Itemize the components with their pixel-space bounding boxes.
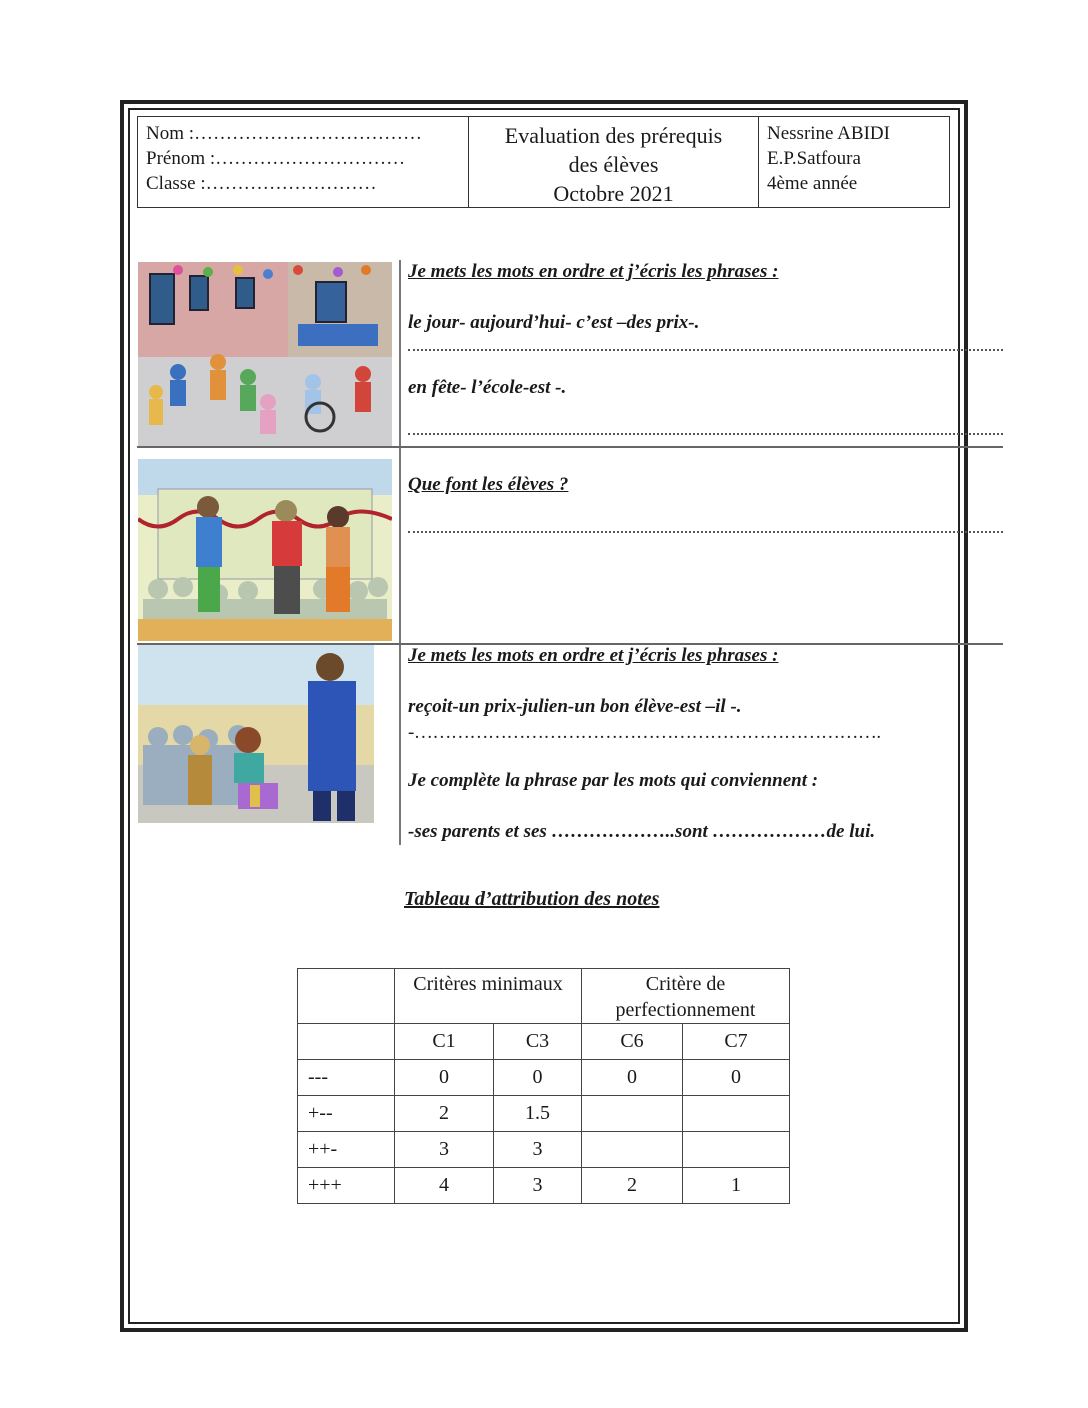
table-cell: 3 <box>494 1168 582 1204</box>
row-label: --- <box>298 1060 395 1096</box>
teacher-info-cell <box>759 117 949 207</box>
teacher-name: Nessrine ABIDI <box>767 123 890 144</box>
column-header: C6 <box>582 1024 683 1060</box>
column-header: C1 <box>395 1024 494 1060</box>
group-2-line-2: perfectionnement <box>615 999 756 1021</box>
sentence-scrambled-1: le jour- aujourd’hui- c’est –des prix-. <box>408 312 700 333</box>
instruction-complete-sentence: Je complète la phrase par les mots qui conviennent : <box>408 770 819 791</box>
sentence-scrambled-2: en fête- l’école-est -. <box>408 377 567 398</box>
table-cell: 0 <box>395 1060 494 1096</box>
instruction-order-words-1: Je mets les mots en ordre et j’écris les phrases : <box>408 261 779 282</box>
table-cell: 3 <box>395 1132 494 1168</box>
column-header: C7 <box>683 1024 790 1060</box>
table-row <box>298 1060 790 1096</box>
title-line-1: Evaluation des prérequis <box>504 123 723 148</box>
table-cell: 1.5 <box>494 1096 582 1132</box>
group-2-line-1: Critère de <box>645 973 726 995</box>
notes-table-group-header <box>298 969 790 1024</box>
title-line-3: Octobre 2021 <box>553 181 674 206</box>
table-cell: 0 <box>582 1060 683 1096</box>
row-label: +-- <box>298 1096 395 1132</box>
title-line-2: des élèves <box>568 152 659 177</box>
group-critere-perfectionnement <box>582 969 790 1024</box>
header-table <box>137 116 950 208</box>
table-row <box>298 1096 790 1132</box>
notes-table-column-header <box>298 1024 790 1060</box>
school-name: E.P.Satfoura <box>767 148 861 169</box>
notes-table <box>297 968 790 1204</box>
table-cell: 4 <box>395 1168 494 1204</box>
answer-line-3[interactable] <box>408 531 1003 533</box>
classe-field: Classe :……………………… <box>146 173 377 194</box>
table-cell: 0 <box>494 1060 582 1096</box>
answer-line-2[interactable] <box>408 433 1003 435</box>
row-label: +++ <box>298 1168 395 1204</box>
column-header-empty <box>298 1024 395 1060</box>
answer-line-4[interactable]: -…………………………………………………………………. <box>408 722 881 743</box>
table-cell: 0 <box>683 1060 790 1096</box>
section-divider-vertical <box>399 260 401 845</box>
table-cell: 2 <box>582 1168 683 1204</box>
question-students: Que font les élèves ? <box>408 474 569 495</box>
evaluation-title-cell <box>469 117 759 207</box>
table-cell <box>683 1096 790 1132</box>
answer-line-1[interactable] <box>408 349 1003 351</box>
column-header: C3 <box>494 1024 582 1060</box>
student-info-cell <box>138 117 469 207</box>
sentence-fill-blanks[interactable]: -ses parents et ses ………………..sont ………………de lui. <box>408 821 876 842</box>
nom-field: Nom :……………………………… <box>146 123 423 144</box>
instruction-order-words-2: Je mets les mots en ordre et j’écris les phrases : <box>408 645 779 666</box>
row-label: ++- <box>298 1132 395 1168</box>
notes-table-title: Tableau d’attribution des notes <box>404 888 660 910</box>
table-cell <box>582 1132 683 1168</box>
school-party-illustration <box>138 262 392 446</box>
table-cell: 2 <box>395 1096 494 1132</box>
prenom-field: Prénom :………………………… <box>146 148 406 169</box>
sentence-scrambled-3: reçoit-un prix-julien-un bon élève-est –il -. <box>408 696 742 717</box>
table-cell <box>683 1132 790 1168</box>
students-stage-illustration <box>138 459 392 641</box>
class-level: 4ème année <box>767 173 858 194</box>
section-separator-1 <box>137 446 1003 448</box>
header-empty-cell <box>298 969 395 1024</box>
table-row <box>298 1132 790 1168</box>
table-row <box>298 1168 790 1204</box>
table-cell: 1 <box>683 1168 790 1204</box>
table-cell <box>582 1096 683 1132</box>
table-cell: 3 <box>494 1132 582 1168</box>
prize-ceremony-illustration <box>138 645 374 823</box>
group-criteres-minimaux: Critères minimaux <box>395 969 582 1024</box>
